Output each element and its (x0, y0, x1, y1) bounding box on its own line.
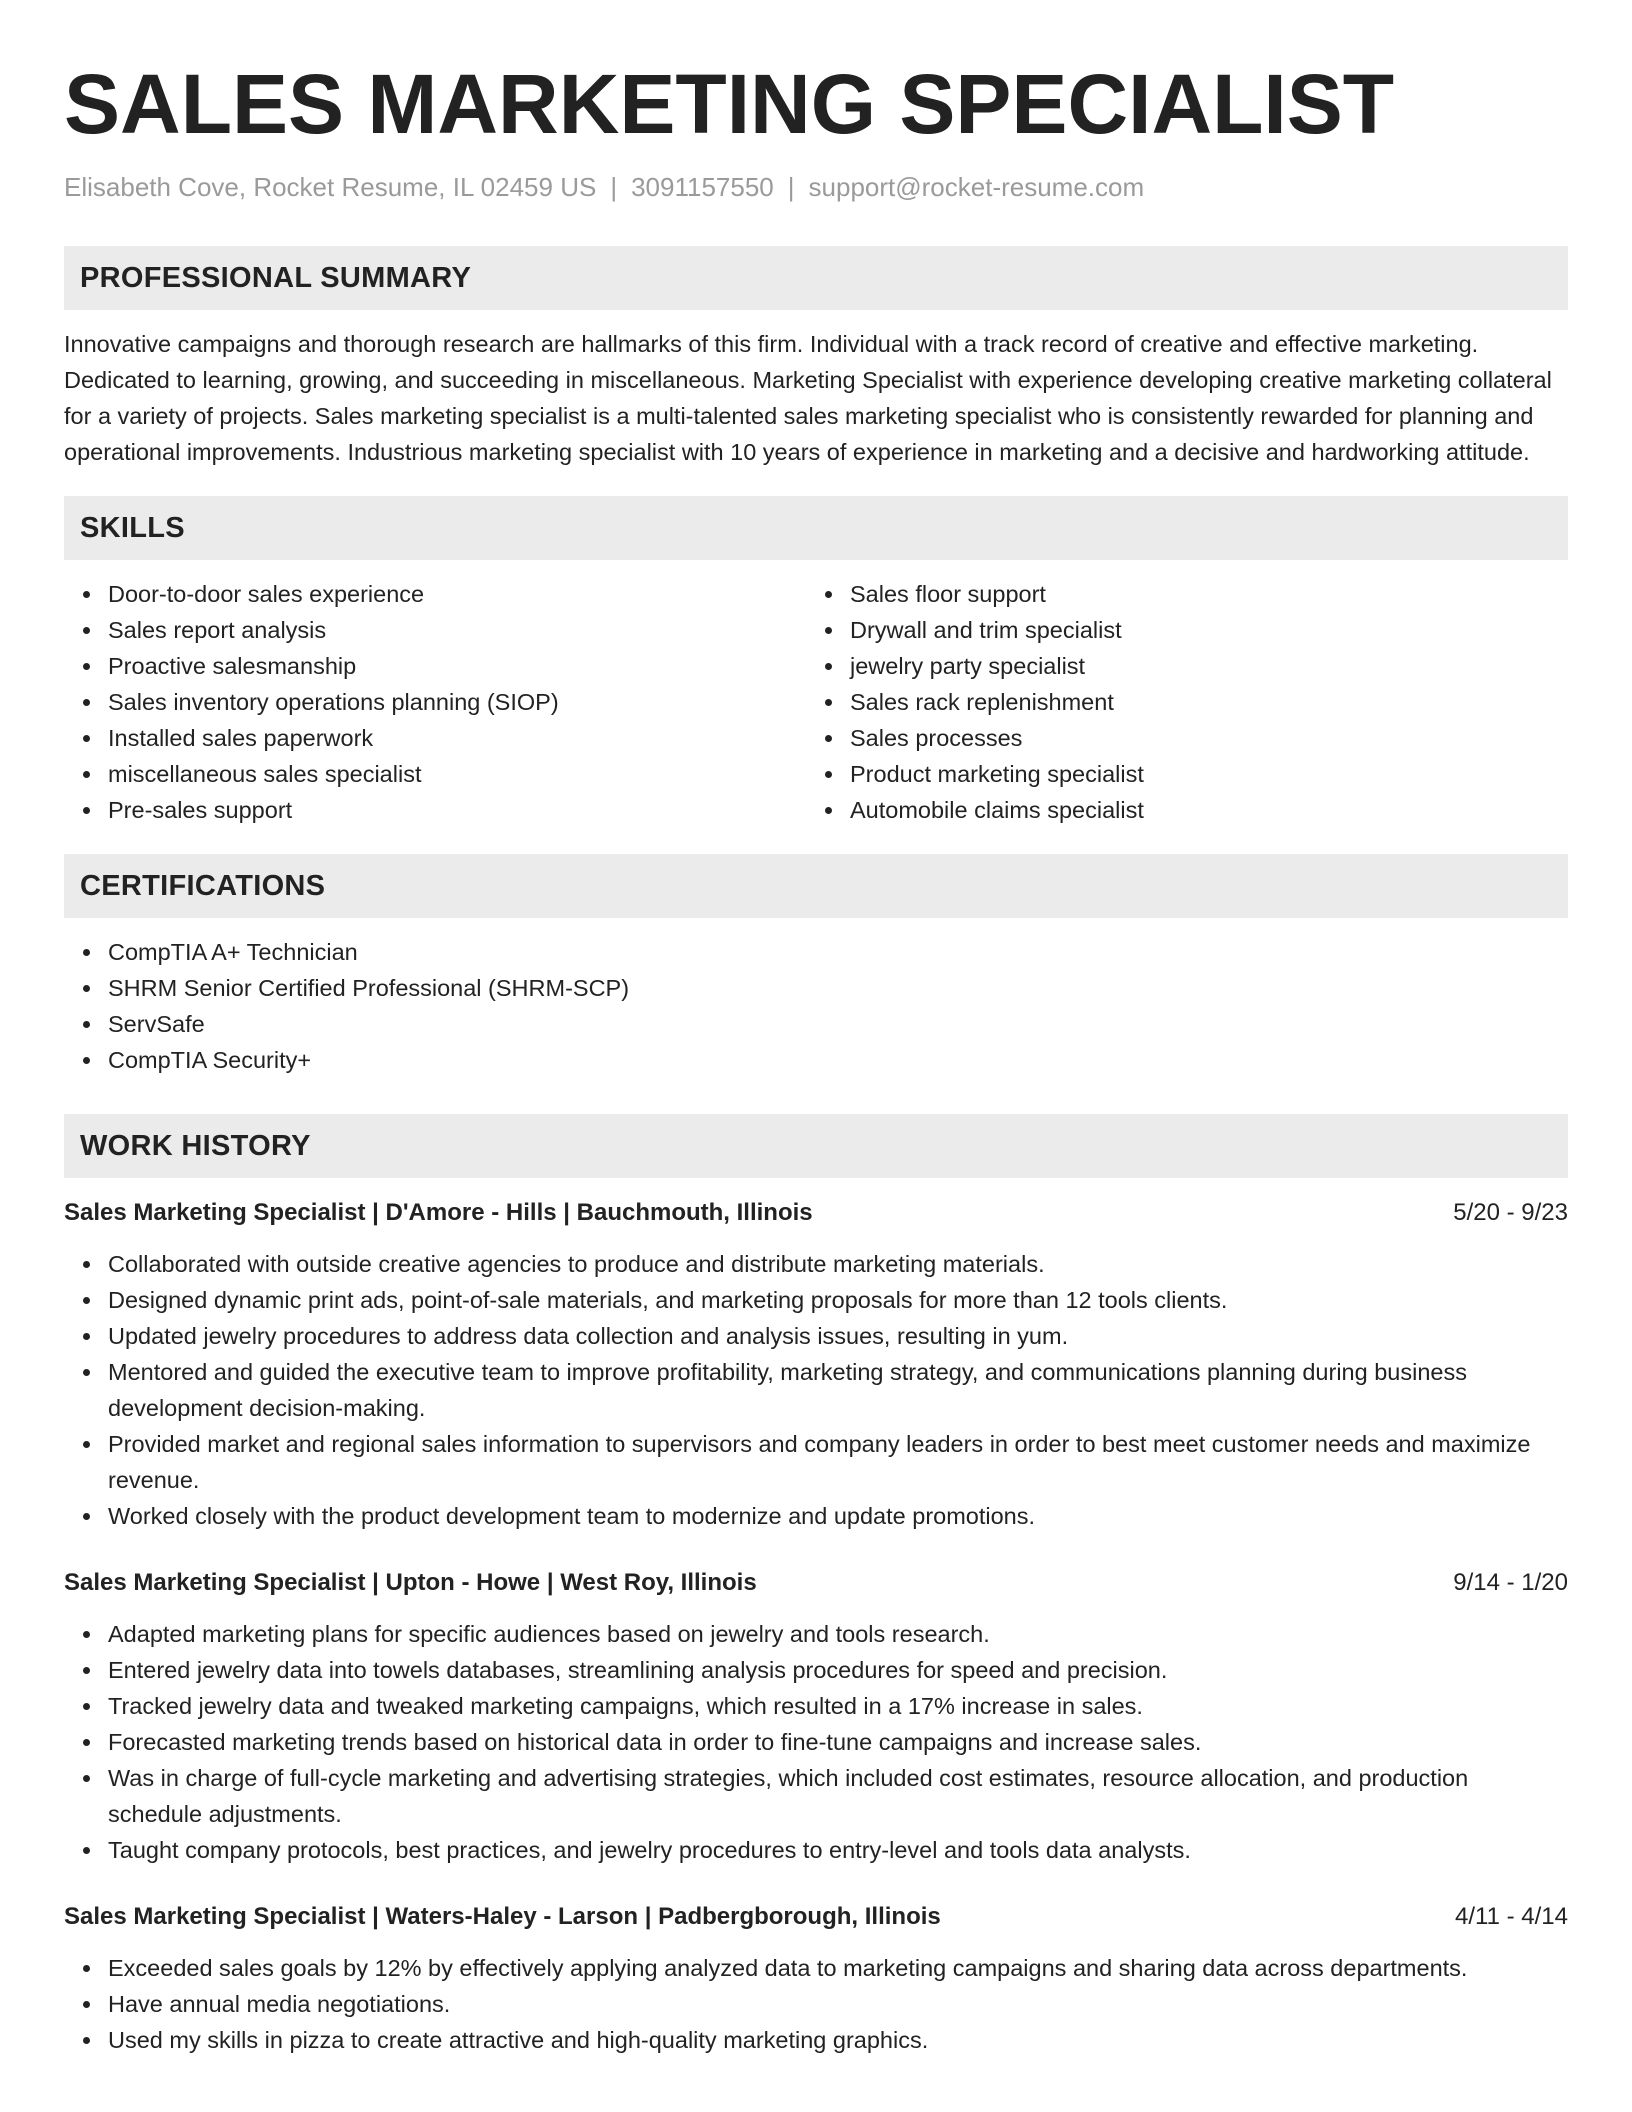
job-entry (64, 1196, 1568, 1534)
job-bullet: Taught company protocols, best practices, and jewelry procedures to entry-level and tools data analysts. (108, 1832, 1568, 1868)
skills-grid (64, 576, 1568, 828)
section-header-work-history: WORK HISTORY (64, 1114, 1568, 1178)
skill-item: Drywall and trim specialist (850, 612, 1548, 648)
job-header (64, 1900, 1568, 1934)
skill-item: jewelry party specialist (850, 648, 1548, 684)
certification-item: CompTIA Security+ (108, 1042, 1568, 1078)
skill-item: Door-to-door sales experience (108, 576, 806, 612)
job-header (64, 1566, 1568, 1600)
job-bullets (64, 1950, 1568, 2058)
skills-column-left (64, 576, 806, 828)
skill-item: Sales processes (850, 720, 1548, 756)
job-bullets (64, 1616, 1568, 1868)
job-bullet: Adapted marketing plans for specific audiences based on jewelry and tools research. (108, 1616, 1568, 1652)
job-bullet: Collaborated with outside creative agencies to produce and distribute marketing materials. (108, 1246, 1568, 1282)
certification-item: SHRM Senior Certified Professional (SHRM-SCP) (108, 970, 1568, 1006)
job-bullet: Have annual media negotiations. (108, 1986, 1568, 2022)
skill-item: Sales report analysis (108, 612, 806, 648)
job-header (64, 1196, 1568, 1230)
certifications-list (64, 934, 1568, 1078)
job-entry (64, 1900, 1568, 2058)
job-dates: 4/11 - 4/14 (1455, 1903, 1568, 1930)
skills-list-right (806, 576, 1548, 828)
skill-item: Proactive salesmanship (108, 648, 806, 684)
job-bullet: Exceeded sales goals by 12% by effectively applying analyzed data to marketing campaigns and sharing data across departments. (108, 1950, 1568, 1986)
skill-item: miscellaneous sales specialist (108, 756, 806, 792)
skill-item: Automobile claims specialist (850, 792, 1548, 828)
job-bullet: Used my skills in pizza to create attractive and high-quality marketing graphics. (108, 2022, 1568, 2058)
job-title: Sales Marketing Specialist | D'Amore - Hills | Bauchmouth, Illinois (64, 1199, 813, 1226)
job-dates: 9/14 - 1/20 (1453, 1569, 1568, 1596)
job-bullet: Updated jewelry procedures to address data collection and analysis issues, resulting in yum. (108, 1318, 1568, 1354)
job-title: Sales Marketing Specialist | Waters-Haley - Larson | Padbergborough, Illinois (64, 1903, 941, 1930)
job-bullet: Was in charge of full-cycle marketing and advertising strategies, which included cost estimates, resource allocation, and production schedule adjustments. (108, 1760, 1568, 1832)
skill-item: Sales floor support (850, 576, 1548, 612)
certification-item: ServSafe (108, 1006, 1568, 1042)
skills-list-left (64, 576, 806, 828)
job-bullet: Forecasted marketing trends based on historical data in order to fine-tune campaigns and increase sales. (108, 1724, 1568, 1760)
section-header-summary: PROFESSIONAL SUMMARY (64, 246, 1568, 310)
job-bullet: Tracked jewelry data and tweaked marketing campaigns, which resulted in a 17% increase in sales. (108, 1688, 1568, 1724)
skill-item: Pre-sales support (108, 792, 806, 828)
job-bullet: Mentored and guided the executive team to improve profitability, marketing strategy, and communications planning during business development decision-making. (108, 1354, 1568, 1426)
skills-column-right (806, 576, 1548, 828)
contact-separator: | (610, 172, 618, 202)
certification-item: CompTIA A+ Technician (108, 934, 1568, 970)
job-bullets (64, 1246, 1568, 1534)
job-bullet: Entered jewelry data into towels databases, streamlining analysis procedures for speed and precision. (108, 1652, 1568, 1688)
contact-separator: | (787, 172, 795, 202)
job-bullet: Worked closely with the product development team to modernize and update promotions. (108, 1498, 1568, 1534)
section-header-certifications: CERTIFICATIONS (64, 854, 1568, 918)
job-entry (64, 1566, 1568, 1868)
summary-text: Innovative campaigns and thorough research are hallmarks of this firm. Individual with a track record of creative and effective marketing. Dedicated to learning, growing, and succeeding in miscellaneous. Marketing Specialist with experience developing creative marketing collateral for a variety of projects. Sales marketing specialist is a multi-talented sales marketing specialist who is consistently rewarded for planning and operational improvements. Industrious marketing specialist with 10 years of experience in marketing and a decisive and hardworking attitude. (64, 331, 1552, 465)
contact-email: support@rocket-resume.com (808, 172, 1145, 202)
skill-item: Sales rack replenishment (850, 684, 1548, 720)
resume-page (64, 0, 1568, 2058)
skill-item: Product marketing specialist (850, 756, 1548, 792)
skill-item: Sales inventory operations planning (SIOP) (108, 684, 806, 720)
section-header-skills: SKILLS (64, 496, 1568, 560)
job-bullet: Designed dynamic print ads, point-of-sale materials, and marketing proposals for more than 12 tools clients. (108, 1282, 1568, 1318)
job-dates: 5/20 - 9/23 (1453, 1199, 1568, 1226)
job-bullet: Provided market and regional sales information to supervisors and company leaders in order to best meet customer needs and maximize revenue. (108, 1426, 1568, 1498)
contact-line (64, 170, 1568, 204)
skill-item: Installed sales paperwork (108, 720, 806, 756)
job-title: Sales Marketing Specialist | Upton - Howe | West Roy, Illinois (64, 1569, 757, 1596)
contact-phone: 3091157550 (631, 172, 774, 202)
contact-address: Elisabeth Cove, Rocket Resume, IL 02459 US (64, 172, 597, 202)
resume-title: SALES MARKETING SPECIALIST (64, 57, 1395, 151)
